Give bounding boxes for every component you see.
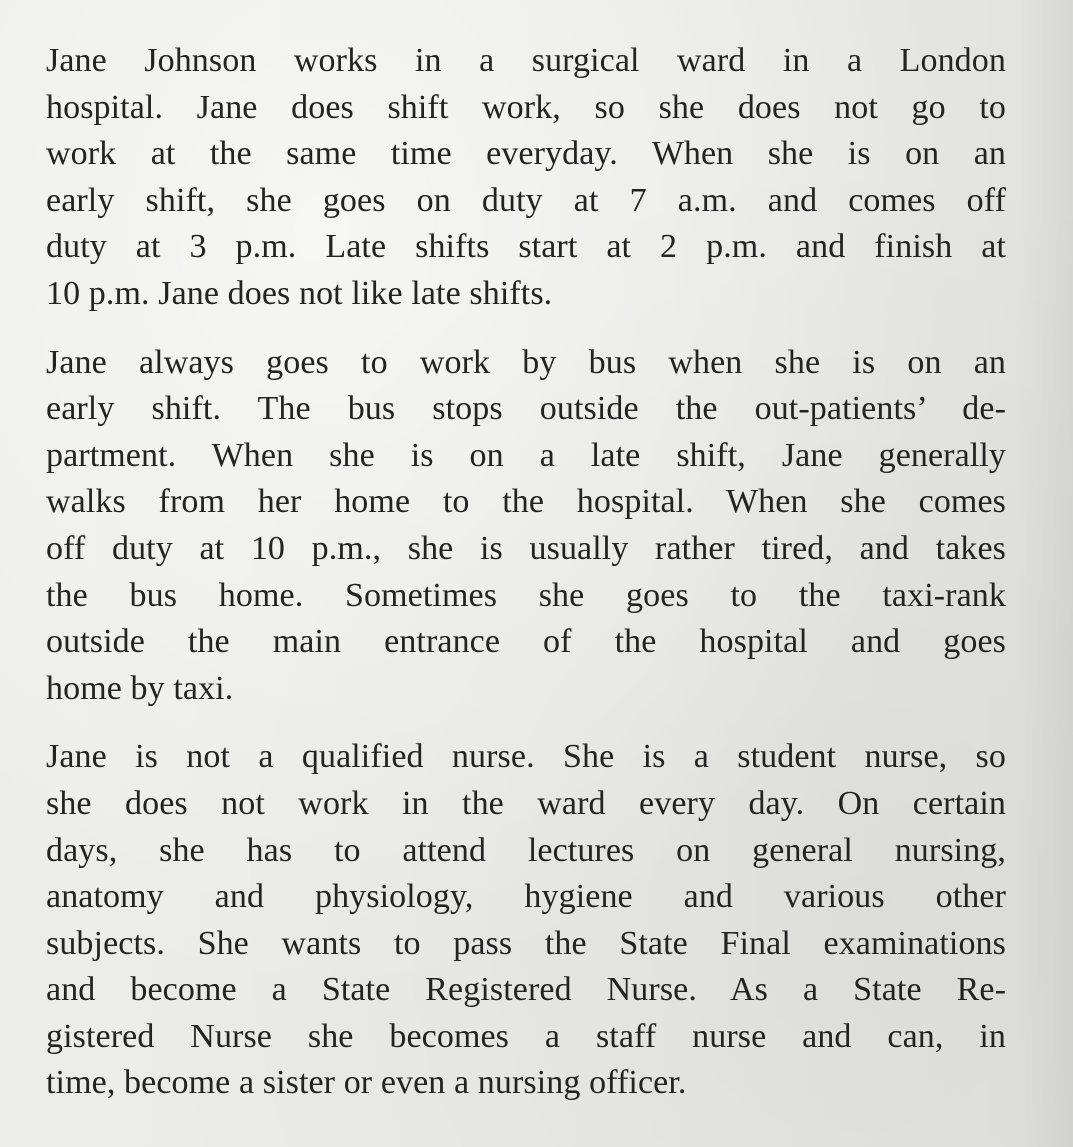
text-line: outside the main entrance of the hospital and goes (46, 623, 1006, 661)
text-line: 10 p.m. Jane does not like late shifts. (46, 274, 553, 312)
text-line: anatomy and physiology, hygiene and various other (46, 878, 1006, 916)
text-line: the bus home. Sometimes she goes to the taxi-rank (46, 576, 1006, 614)
document-body (46, 38, 1006, 1129)
text-line: off duty at 10 p.m., she is usually rather tired, and takes (46, 529, 1006, 567)
page-edge-shadow (1013, 0, 1073, 1147)
paragraph-1 (46, 38, 1006, 318)
text-line: Jane always goes to work by bus when she is on an (46, 343, 1006, 381)
text-line: time, become a sister or even a nursing officer. (46, 1064, 687, 1102)
text-line: walks from her home to the hospital. When she comes (46, 483, 1006, 521)
paragraph-2 (46, 340, 1006, 713)
text-line: she does not work in the ward every day. On certain (46, 784, 1006, 822)
text-line: days, she has to attend lectures on general nursing, (46, 831, 1006, 869)
text-line: early shift, she goes on duty at 7 a.m. and comes off (46, 181, 1006, 219)
text-line: hospital. Jane does shift work, so she does not go to (46, 88, 1006, 126)
text-line: partment. When she is on a late shift, Jane generally (46, 436, 1006, 474)
text-line: early shift. The bus stops outside the out-patients’ de- (46, 390, 1006, 428)
text-line: subjects. She wants to pass the State Final examinations (46, 924, 1006, 962)
text-line: Jane Johnson works in a surgical ward in a London (46, 42, 1006, 79)
text-line: home by taxi. (46, 669, 234, 707)
text-line: gistered Nurse she becomes a staff nurse and can, in (46, 1017, 1006, 1055)
text-line: and become a State Registered Nurse. As a State Re- (46, 971, 1006, 1009)
text-line: duty at 3 p.m. Late shifts start at 2 p.m. and finish at (46, 228, 1006, 266)
text-line: Jane is not a qualified nurse. She is a student nurse, so (46, 738, 1006, 776)
paragraph-3 (46, 734, 1006, 1107)
text-line: work at the same time everyday. When she is on an (46, 135, 1006, 173)
